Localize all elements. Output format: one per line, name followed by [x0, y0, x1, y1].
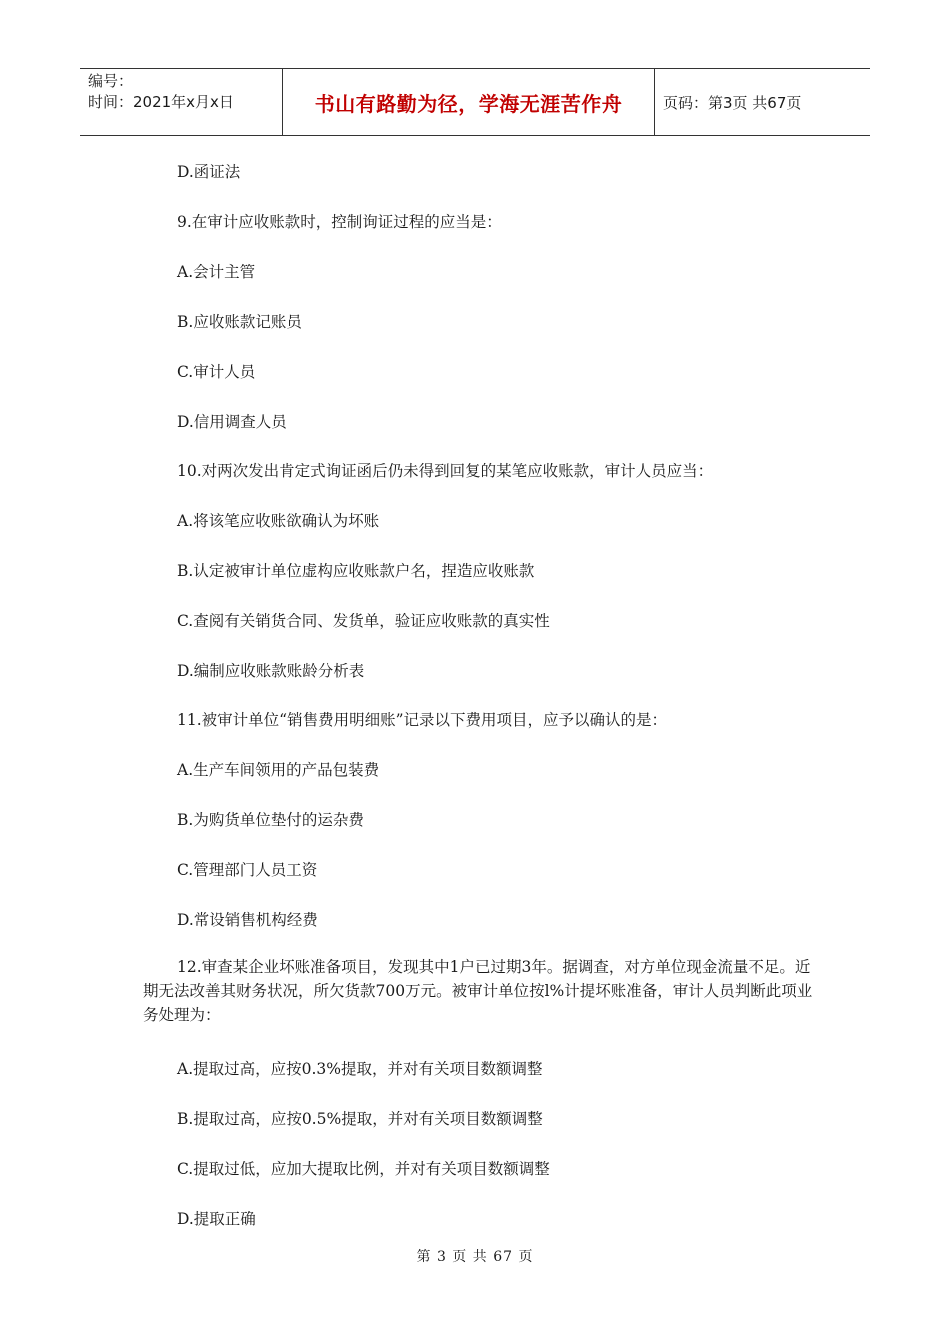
option-9d: D.信用调查人员: [177, 413, 287, 431]
question-10: 10.对两次发出肯定式询证函后仍未得到回复的某笔应收账款，审计人员应当：: [177, 462, 714, 480]
option-11c: C.管理部门人员工资: [177, 861, 318, 879]
option-10d: D.编制应收账款账龄分析表: [177, 662, 365, 680]
option-9a: A.会计主管: [177, 263, 256, 281]
option-12a: A.提取过高，应按0.3%提取，并对有关项目数额调整: [177, 1060, 543, 1078]
option-11a: A.生产车间领用的产品包装费: [177, 761, 380, 779]
header-page-info: 页码：第3页 共67页: [663, 93, 802, 112]
option-10c: C.查阅有关销货合同、发货单，验证应收账款的真实性: [177, 612, 550, 630]
header-meta: [80, 69, 282, 135]
page-header: [80, 68, 870, 136]
option-12d: D.提取正确: [177, 1210, 256, 1228]
option-11d: D.常设销售机构经费: [177, 911, 318, 929]
option-11b: B.为购货单位垫付的运杂费: [177, 811, 364, 829]
option-9b: B.应收账款记账员: [177, 313, 302, 331]
header-motto: 书山有路勤为径，学海无涯苦作舟: [282, 69, 655, 135]
option-10a: A.将该笔应收账欲确认为坏账: [177, 512, 380, 530]
option-8d: D.函证法: [177, 163, 241, 181]
question-9: 9.在审计应收账款时，控制询证过程的应当是：: [177, 213, 502, 231]
question-11: 11.被审计单位“销售费用明细账”记录以下费用项目，应予以确认的是：: [177, 711, 668, 729]
question-12: 12.审查某企业坏账准备项目，发现其中1户已过期3年。据调查，对方单位现金流量不足。近期无法改善其财务状况，所欠货款700万元。被审计单位按l%计提坏账准备，审计人员判断此项业务处理为：: [143, 958, 813, 1024]
time-label: 时间：2021年x月x日: [88, 93, 234, 111]
option-12c: C.提取过低，应加大提取比例，并对有关项目数额调整: [177, 1160, 550, 1178]
page-footer: 第 3 页 共 67 页: [416, 1249, 534, 1265]
option-12b: B.提取过高，应按0.5%提取，并对有关项目数额调整: [177, 1110, 543, 1128]
option-9c: C.审计人员: [177, 363, 256, 381]
number-label: 编号：: [88, 72, 134, 90]
option-10b: B.认定被审计单位虚构应收账款户名，捏造应收账款: [177, 562, 535, 580]
